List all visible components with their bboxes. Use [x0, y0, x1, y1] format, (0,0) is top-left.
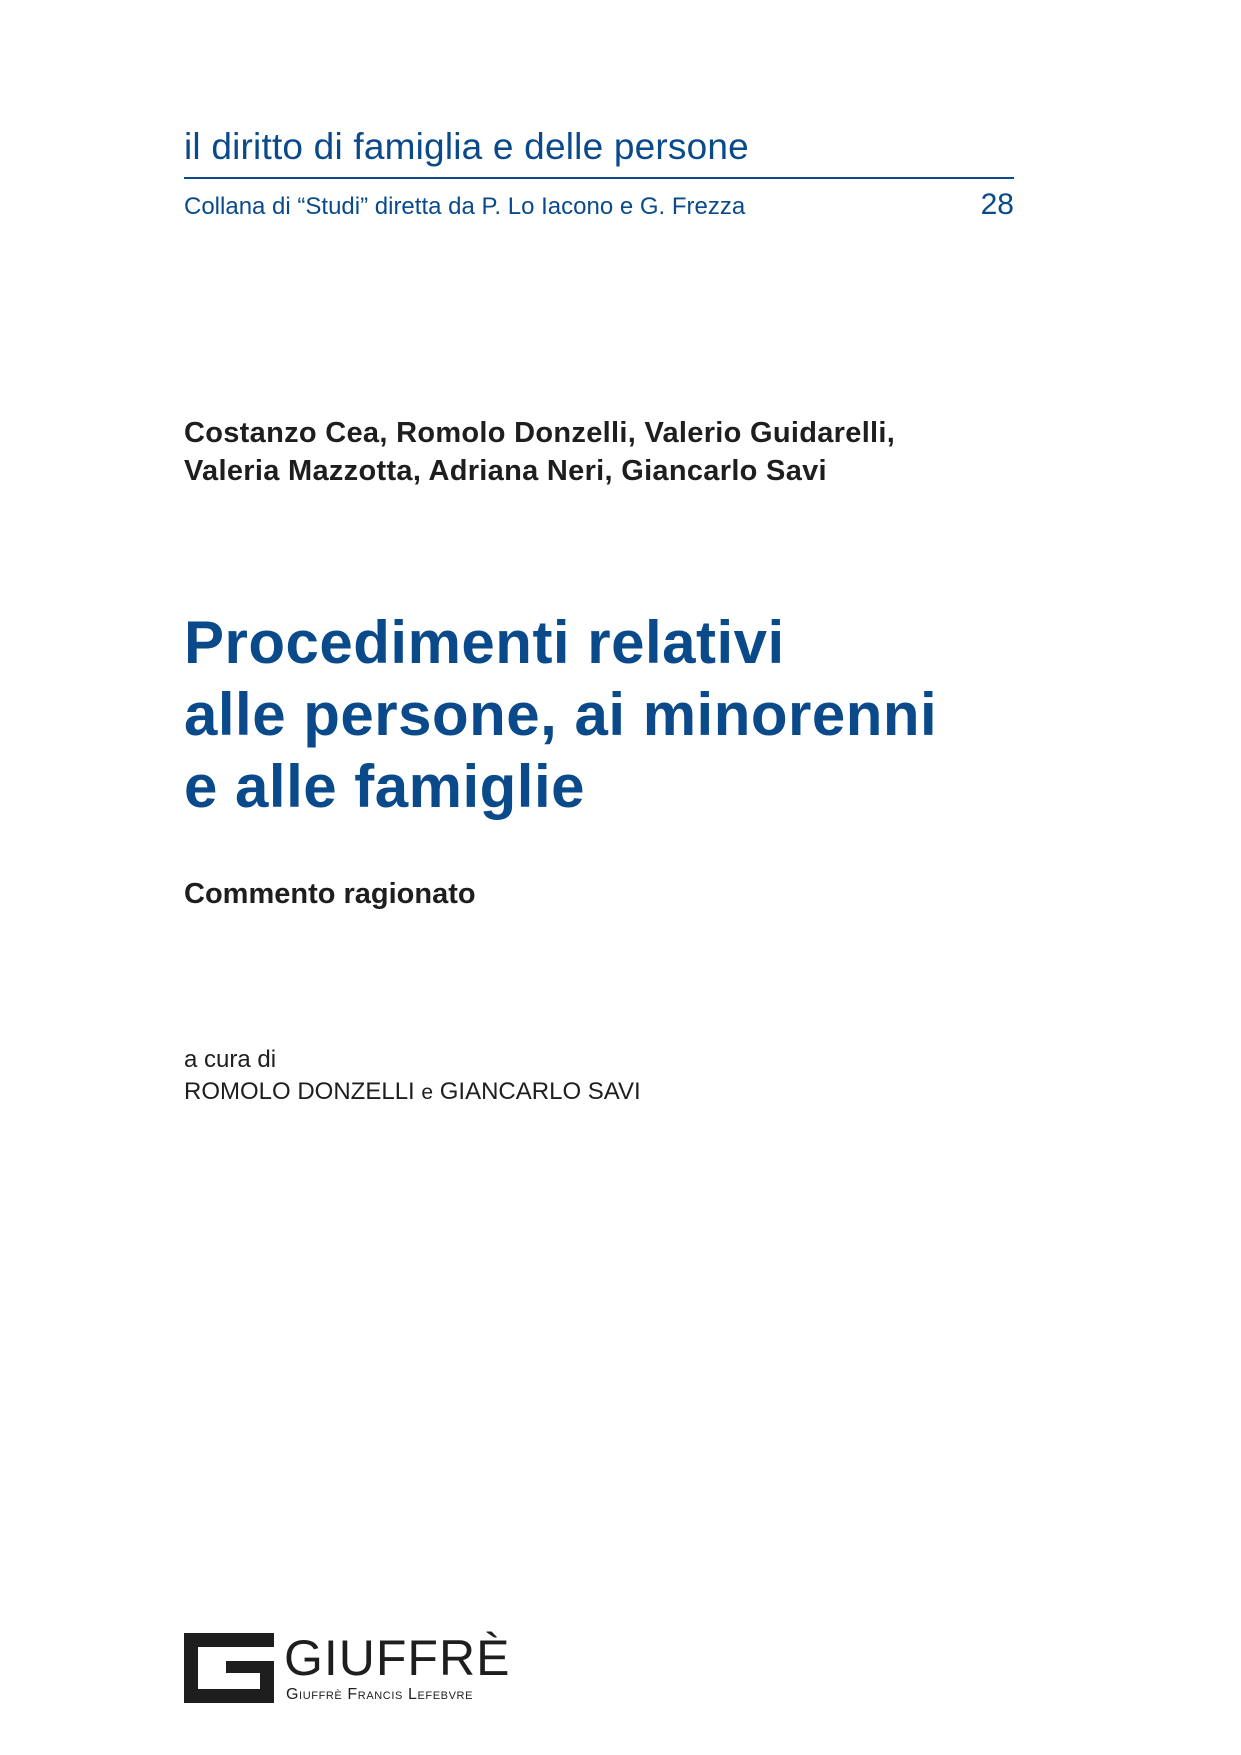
- editor-conjunction: e: [421, 1081, 434, 1104]
- publisher-name: GIUFFRÈ: [284, 1630, 511, 1686]
- book-title-line-1: Procedimenti relativi: [184, 609, 785, 676]
- editors-label: a cura di: [184, 1046, 277, 1073]
- series-subtitle: Collana di “Studi” diretta da P. Lo Iacono e G. Frezza: [184, 193, 746, 220]
- editor-name-2: GIANCARLO SAVI: [439, 1078, 641, 1105]
- series-divider: [184, 177, 1014, 179]
- book-title-line-3: e alle famiglie: [184, 753, 586, 820]
- giuffre-logo-icon: [184, 1633, 274, 1703]
- book-title-line-2: alle persone, ai minorenni: [184, 681, 938, 748]
- publisher-group: Giuffrè Francis Lefebvre: [286, 1686, 474, 1703]
- series-number: 28: [980, 188, 1014, 221]
- author-line-1: Costanzo Cea, Romolo Donzelli, Valerio Guidarelli,: [184, 417, 896, 449]
- editor-name-1: ROMOLO DONZELLI: [184, 1078, 415, 1105]
- series-title: il diritto di famiglia e delle persone: [184, 126, 749, 167]
- book-subtitle: Commento ragionato: [184, 878, 476, 910]
- book-title: [184, 607, 937, 823]
- editors-names: [184, 1078, 641, 1106]
- author-line-2: Valeria Mazzotta, Adriana Neri, Giancarlo Savi: [184, 455, 827, 487]
- author-list: [184, 414, 895, 490]
